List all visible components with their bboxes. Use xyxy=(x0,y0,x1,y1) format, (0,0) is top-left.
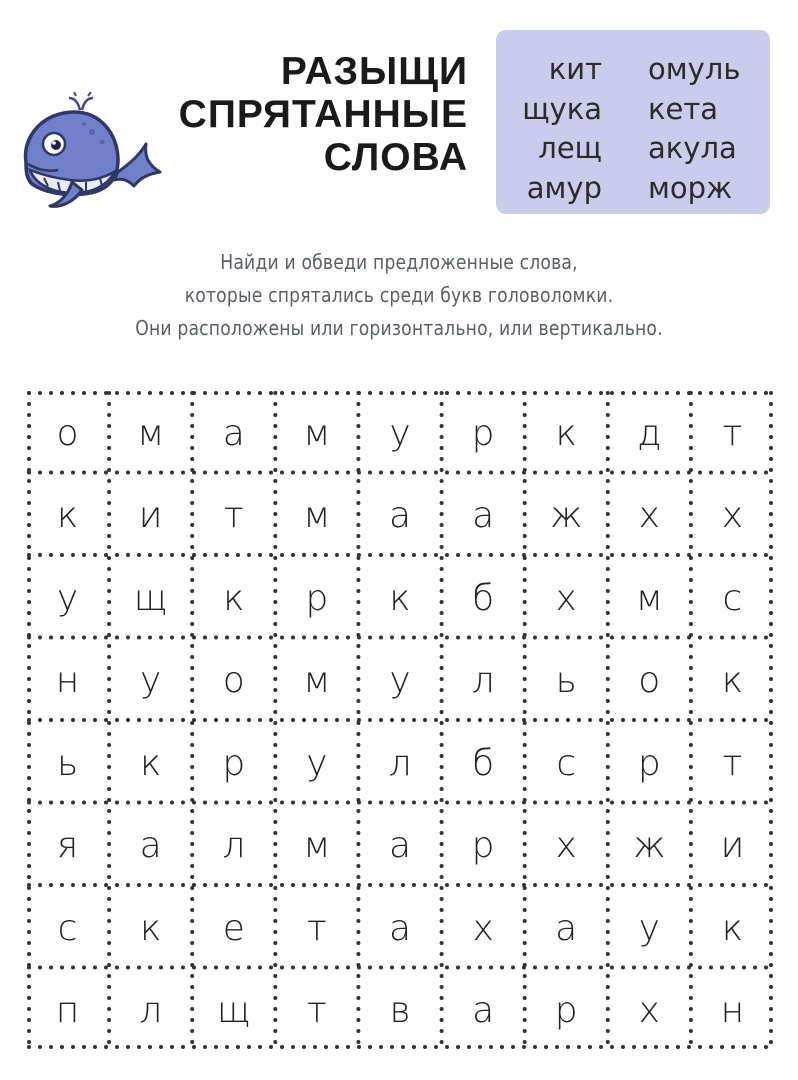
grid-cell[interactable]: у xyxy=(389,412,411,454)
grid-cell[interactable]: т xyxy=(307,907,327,949)
grid-cell[interactable]: м xyxy=(303,412,331,454)
grid-cell[interactable]: м xyxy=(137,412,165,454)
grid-cell[interactable]: а xyxy=(472,990,495,1032)
grid-cell[interactable]: а xyxy=(555,907,578,949)
grid-cell[interactable]: я xyxy=(56,825,79,867)
grid-cell[interactable]: а xyxy=(388,825,412,867)
instruction-line: Найди и обведи предложенные слова, xyxy=(220,250,578,274)
grid-cell[interactable]: у xyxy=(140,660,162,702)
grid-cell[interactable]: х xyxy=(638,495,660,537)
grid-cell[interactable]: р xyxy=(554,990,578,1032)
grid-cell[interactable]: х xyxy=(555,825,577,867)
grid-cell[interactable]: к xyxy=(223,577,245,619)
grid-cell[interactable]: л xyxy=(471,660,495,702)
grid-cell[interactable]: щ xyxy=(216,990,251,1032)
grid-cell[interactable]: р xyxy=(222,742,246,784)
grid-cell[interactable]: н xyxy=(720,990,745,1032)
grid-cell[interactable]: к xyxy=(139,907,162,949)
word-bank-item: кит xyxy=(548,52,602,86)
grid-cell[interactable]: ж xyxy=(549,495,583,537)
grid-cell[interactable]: и xyxy=(720,825,745,867)
grid-cell[interactable]: ж xyxy=(632,825,666,867)
word-bank-column-left xyxy=(522,50,602,208)
grid-cell[interactable]: п xyxy=(55,990,80,1032)
page-title xyxy=(179,50,468,179)
grid-cell[interactable]: щ xyxy=(133,577,168,619)
word-bank-item: омуль xyxy=(648,52,741,86)
grid-cell[interactable]: л xyxy=(388,742,412,784)
word-bank-item: лещ xyxy=(538,131,602,165)
grid-cell[interactable]: ь xyxy=(56,742,79,784)
grid-cell[interactable]: к xyxy=(721,907,744,949)
grid-cell[interactable]: т xyxy=(307,990,327,1032)
grid-cell[interactable]: к xyxy=(721,660,744,702)
grid-cell[interactable]: а xyxy=(139,825,162,867)
grid-cell[interactable]: а xyxy=(388,907,412,949)
grid-cell[interactable]: к xyxy=(555,412,577,454)
word-bank-item: акула xyxy=(648,131,737,165)
grid-cell[interactable]: к xyxy=(139,742,162,784)
grid-cell[interactable]: о xyxy=(638,660,661,702)
instructions xyxy=(0,246,798,345)
grid-cell[interactable]: х xyxy=(472,907,494,949)
grid-cell[interactable]: а xyxy=(388,495,412,537)
word-bank-item: морж xyxy=(648,170,733,205)
grid-cell[interactable]: н xyxy=(55,660,80,702)
grid-cell[interactable]: е xyxy=(222,907,245,949)
grid-cell[interactable]: у xyxy=(56,577,79,619)
instruction-line: Они расположены или горизонтально, или вертикально. xyxy=(135,316,663,340)
grid-cell[interactable]: с xyxy=(722,577,743,619)
word-bank-column-right xyxy=(648,50,740,208)
grid-cell[interactable]: м xyxy=(303,825,331,867)
grid-cell[interactable]: ь xyxy=(555,660,577,702)
grid-cell[interactable]: м xyxy=(635,577,663,619)
grid-cell[interactable]: т xyxy=(722,742,743,784)
grid-cell[interactable]: р xyxy=(305,577,329,619)
grid-cell[interactable]: а xyxy=(222,412,245,454)
grid-cell[interactable]: с xyxy=(57,907,78,949)
grid-cell[interactable]: о xyxy=(56,412,79,454)
grid-cell[interactable]: у xyxy=(638,907,660,949)
instruction-line: которые спрятались среди букв головоломки. xyxy=(184,283,614,307)
grid-cell[interactable]: б xyxy=(472,577,495,619)
grid-cell[interactable]: р xyxy=(471,412,495,454)
grid-cell[interactable]: х xyxy=(638,990,660,1032)
grid-cell[interactable]: д xyxy=(637,412,662,454)
grid-cell[interactable]: х xyxy=(555,577,577,619)
grid-cell[interactable]: к xyxy=(56,495,79,537)
grid-cell[interactable]: к xyxy=(389,577,411,619)
grid-cell[interactable]: у xyxy=(306,742,328,784)
grid-cell[interactable]: л xyxy=(139,990,163,1032)
grid-cell[interactable]: б xyxy=(472,742,495,784)
word-bank-item: кета xyxy=(648,91,719,126)
whale-icon xyxy=(14,92,162,214)
letter-grid xyxy=(26,390,774,1050)
grid-cell[interactable]: м xyxy=(303,660,331,702)
title-line-1: РАЗЫЩИ xyxy=(280,50,468,93)
grid-cell[interactable]: р xyxy=(637,742,661,784)
word-bank xyxy=(496,30,770,214)
grid-cell[interactable]: м xyxy=(303,495,331,537)
grid-cell[interactable]: х xyxy=(721,495,744,537)
word-bank-item: щука xyxy=(522,91,602,126)
word-search-puzzle xyxy=(26,390,774,1050)
grid-cell[interactable]: в xyxy=(389,990,411,1032)
title-line-2: СПРЯТАННЫЕ xyxy=(178,93,468,136)
grid-cell[interactable]: т xyxy=(722,412,743,454)
title-line-3: СЛОВА xyxy=(323,136,468,179)
word-bank-item: амур xyxy=(526,170,602,205)
grid-cell[interactable]: л xyxy=(222,825,246,867)
grid-cell[interactable]: и xyxy=(138,495,163,537)
grid-cell[interactable]: р xyxy=(471,825,495,867)
grid-cell[interactable]: т xyxy=(223,495,244,537)
grid-cell[interactable]: о xyxy=(222,660,245,702)
grid-cell[interactable]: с xyxy=(556,742,577,784)
grid-cell[interactable]: у xyxy=(389,660,411,702)
grid-cell[interactable]: а xyxy=(472,495,495,537)
